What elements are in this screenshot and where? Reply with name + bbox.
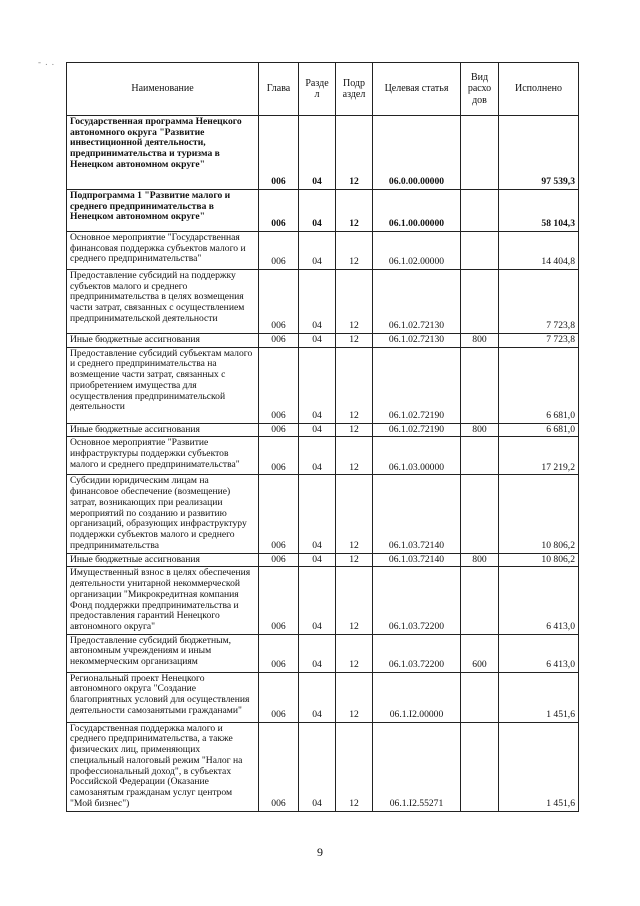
row-amount: 6 681,0 xyxy=(499,423,579,437)
row-amount: 17 219,2 xyxy=(499,437,579,475)
margin-mark: - . . xyxy=(38,57,55,67)
header-name: Наименование xyxy=(67,63,259,116)
row-name: Предоставление субсидий бюджетным, автономным учреждениям и иным некоммерческим организациям xyxy=(67,634,259,672)
row-glava: 006 xyxy=(259,567,299,634)
row-vid: 800 xyxy=(461,553,499,567)
row-target: 06.1.02.72190 xyxy=(373,423,461,437)
row-vid: 800 xyxy=(461,334,499,348)
page-number: 9 xyxy=(317,845,323,859)
header-target: Целевая статья xyxy=(373,63,461,116)
row-amount: 6 413,0 xyxy=(499,567,579,634)
row-podrazdel: 12 xyxy=(336,672,373,722)
header-vid: Вид расхо дов xyxy=(461,63,499,116)
budget-table xyxy=(66,62,579,812)
row-razdel: 04 xyxy=(299,553,336,567)
table-row xyxy=(67,634,579,672)
header-razdel: Разде л xyxy=(299,63,336,116)
row-glava: 006 xyxy=(259,270,299,334)
row-target: 06.1.02.72130 xyxy=(373,270,461,334)
row-vid xyxy=(461,475,499,553)
row-target: 06.1.03.72140 xyxy=(373,475,461,553)
row-glava: 006 xyxy=(259,475,299,553)
table-row xyxy=(67,553,579,567)
table-row xyxy=(67,722,579,811)
row-amount: 97 539,3 xyxy=(499,116,579,190)
row-razdel: 04 xyxy=(299,270,336,334)
row-razdel: 04 xyxy=(299,475,336,553)
row-razdel: 04 xyxy=(299,423,336,437)
header-done: Исполнено xyxy=(499,63,579,116)
row-glava: 006 xyxy=(259,347,299,423)
row-name: Основное мероприятие "Государственная финансовая поддержка субъектов малого и среднего предпринимательства" xyxy=(67,232,259,270)
table-row xyxy=(67,672,579,722)
header-podrazdel: Подр аздел xyxy=(336,63,373,116)
row-glava: 006 xyxy=(259,553,299,567)
row-target: 06.1.03.00000 xyxy=(373,437,461,475)
table-row xyxy=(67,437,579,475)
row-razdel: 04 xyxy=(299,347,336,423)
row-razdel: 04 xyxy=(299,334,336,348)
row-glava: 006 xyxy=(259,232,299,270)
row-razdel: 04 xyxy=(299,437,336,475)
row-vid xyxy=(461,672,499,722)
row-amount: 10 806,2 xyxy=(499,553,579,567)
row-podrazdel: 12 xyxy=(336,347,373,423)
row-vid: 600 xyxy=(461,634,499,672)
row-razdel: 04 xyxy=(299,567,336,634)
row-glava: 006 xyxy=(259,672,299,722)
row-amount: 1 451,6 xyxy=(499,672,579,722)
row-vid xyxy=(461,190,499,232)
table-row xyxy=(67,270,579,334)
row-podrazdel: 12 xyxy=(336,553,373,567)
table-row xyxy=(67,475,579,553)
table-row xyxy=(67,232,579,270)
row-name: Имущественный взнос в целях обеспечения деятельности унитарной некоммерческой организации "Микрокредитная компания Фонд поддержки предпринимательства и предоставления гарантий Ненецкого автономного округа" xyxy=(67,567,259,634)
row-name: Предоставление субсидий субъектам малого и среднего предпринимательства на возмещение части затрат, связанных с приобретением имущества для осуществления предпринимательской деятельности xyxy=(67,347,259,423)
row-vid xyxy=(461,567,499,634)
row-glava: 006 xyxy=(259,634,299,672)
row-name: Иные бюджетные ассигнования xyxy=(67,423,259,437)
row-podrazdel: 12 xyxy=(336,270,373,334)
row-amount: 6 681,0 xyxy=(499,347,579,423)
row-amount: 7 723,8 xyxy=(499,334,579,348)
row-amount: 6 413,0 xyxy=(499,634,579,672)
row-target: 06.1.02.72130 xyxy=(373,334,461,348)
row-vid: 800 xyxy=(461,423,499,437)
row-name: Региональный проект Ненецкого автономного округа "Создание благоприятных условий для осуществления деятельности самозанятыми гражданами" xyxy=(67,672,259,722)
table-row xyxy=(67,334,579,348)
row-glava: 006 xyxy=(259,437,299,475)
row-vid xyxy=(461,722,499,811)
row-name: Иные бюджетные ассигнования xyxy=(67,334,259,348)
row-razdel: 04 xyxy=(299,722,336,811)
row-razdel: 04 xyxy=(299,634,336,672)
row-razdel: 04 xyxy=(299,672,336,722)
row-glava: 006 xyxy=(259,722,299,811)
row-podrazdel: 12 xyxy=(336,423,373,437)
row-target: 06.1.02.00000 xyxy=(373,232,461,270)
row-glava: 006 xyxy=(259,423,299,437)
row-vid xyxy=(461,437,499,475)
row-podrazdel: 12 xyxy=(336,475,373,553)
row-amount: 7 723,8 xyxy=(499,270,579,334)
row-target: 06.1.03.72140 xyxy=(373,553,461,567)
row-podrazdel: 12 xyxy=(336,116,373,190)
row-vid xyxy=(461,347,499,423)
row-name: Иные бюджетные ассигнования xyxy=(67,553,259,567)
row-amount: 1 451,6 xyxy=(499,722,579,811)
row-podrazdel: 12 xyxy=(336,190,373,232)
row-target: 06.1.03.72200 xyxy=(373,567,461,634)
row-amount: 10 806,2 xyxy=(499,475,579,553)
row-podrazdel: 12 xyxy=(336,232,373,270)
row-name: Государственная программа Ненецкого автономного округа "Развитие инвестиционной деятельности, предпринимательства и туризма в Ненецком автономном округе" xyxy=(67,116,259,190)
header-glava: Глава xyxy=(259,63,299,116)
row-glava: 006 xyxy=(259,116,299,190)
row-glava: 006 xyxy=(259,334,299,348)
row-razdel: 04 xyxy=(299,190,336,232)
row-target: 06.0.00.00000 xyxy=(373,116,461,190)
row-podrazdel: 12 xyxy=(336,334,373,348)
row-vid xyxy=(461,270,499,334)
table-row xyxy=(67,423,579,437)
row-amount: 58 104,3 xyxy=(499,190,579,232)
row-vid xyxy=(461,232,499,270)
row-target: 06.1.02.72190 xyxy=(373,347,461,423)
row-podrazdel: 12 xyxy=(336,722,373,811)
row-amount: 14 404,8 xyxy=(499,232,579,270)
row-name: Субсидии юридическим лицам на финансовое обеспечение (возмещение) затрат, возникающих при реализации мероприятий по созданию и развитию организаций, образующих инфраструктуру поддержки субъектов малого и среднего предпринимательства xyxy=(67,475,259,553)
row-podrazdel: 12 xyxy=(336,634,373,672)
row-name: Предоставление субсидий на поддержку субъектов малого и среднего предпринимательства в целях возмещения части затрат, связанных с осуществлением предпринимательской деятельности xyxy=(67,270,259,334)
row-target: 06.1.I2.00000 xyxy=(373,672,461,722)
row-target: 06.1.03.72200 xyxy=(373,634,461,672)
row-target: 06.1.I2.55271 xyxy=(373,722,461,811)
row-podrazdel: 12 xyxy=(336,567,373,634)
table-row xyxy=(67,347,579,423)
row-glava: 006 xyxy=(259,190,299,232)
row-name: Подпрограмма 1 "Развитие малого и среднего предпринимательства в Ненецком автономном округе" xyxy=(67,190,259,232)
row-name: Основное мероприятие "Развитие инфраструктуры поддержки субъектов малого и среднего предпринимательства" xyxy=(67,437,259,475)
table-row xyxy=(67,190,579,232)
row-podrazdel: 12 xyxy=(336,437,373,475)
row-target: 06.1.00.00000 xyxy=(373,190,461,232)
table-row xyxy=(67,567,579,634)
table-row xyxy=(67,116,579,190)
row-razdel: 04 xyxy=(299,232,336,270)
row-name: Государственная поддержка малого и среднего предпринимательства, а также физических лиц, применяющих специальный налоговый режим "Налог на профессиональный доход", в субъектах Российской Федерации (Оказание самозанятым гражданам услуг центром "Мой бизнес") xyxy=(67,722,259,811)
row-razdel: 04 xyxy=(299,116,336,190)
row-vid xyxy=(461,116,499,190)
header-row xyxy=(67,63,579,116)
